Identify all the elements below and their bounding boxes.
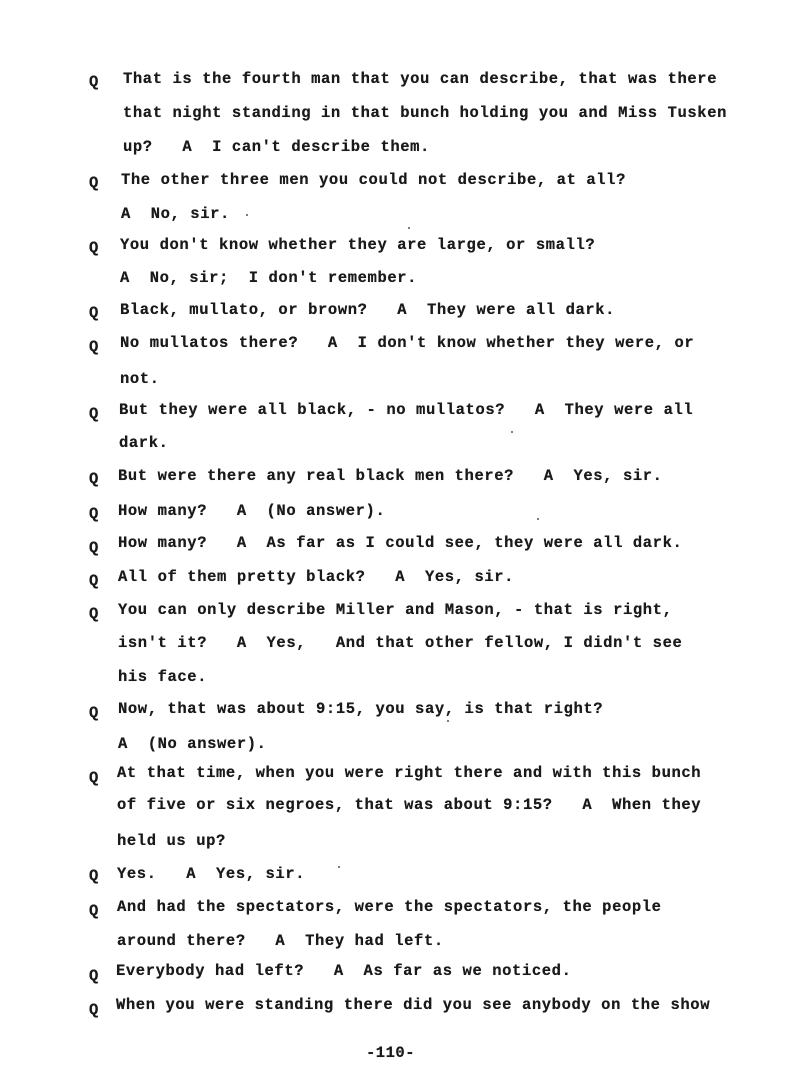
question-line: And had the spectators, were the spectators, the people <box>117 898 662 916</box>
scan-speck <box>246 214 248 216</box>
answer-line: held us up? <box>117 832 226 850</box>
page-number: -110- <box>366 1044 416 1062</box>
question-marker: Q <box>89 605 99 623</box>
question-marker: Q <box>89 73 99 91</box>
answer-line: A No, sir; I don't remember. <box>120 269 418 287</box>
question-marker: Q <box>89 338 99 356</box>
question-marker: Q <box>89 304 99 322</box>
question-line: that night standing in that bunch holding you and Miss Tusken <box>123 104 727 122</box>
question-line: of five or six negroes, that was about 9:15? A When they <box>117 796 702 814</box>
question-line: No mullatos there? A I don't know whether they were, or <box>120 334 695 352</box>
question-marker: Q <box>89 405 99 423</box>
scan-speck <box>408 227 410 229</box>
question-line: You don't know whether they are large, or small? <box>120 236 596 254</box>
question-marker: Q <box>89 967 99 985</box>
question-marker: Q <box>89 470 99 488</box>
question-marker: Q <box>89 769 99 787</box>
scan-speck <box>447 720 449 722</box>
scan-speck <box>338 866 340 868</box>
question-line: But they were all black, - no mullatos? A They were all <box>119 401 694 419</box>
question-line: How many? A As far as I could see, they were all dark. <box>118 534 683 552</box>
question-line: How many? A (No answer). <box>118 502 386 520</box>
question-line: Now, that was about 9:15, you say, is that right? <box>118 700 604 718</box>
question-marker: Q <box>89 539 99 557</box>
question-line: You can only describe Miller and Mason, - that is right, <box>118 601 673 619</box>
question-marker: Q <box>89 902 99 920</box>
question-line: When you were standing there did you see anybody on the show <box>116 996 711 1014</box>
answer-line: A No, sir. <box>121 205 230 223</box>
answer-line: around there? A They had left. <box>117 932 444 950</box>
question-marker: Q <box>89 174 99 192</box>
question-marker: Q <box>89 704 99 722</box>
question-line: up? A I can't describe them. <box>123 138 430 156</box>
answer-line: A (No answer). <box>118 735 267 753</box>
question-line: All of them pretty black? A Yes, sir. <box>118 568 515 586</box>
scan-speck <box>511 431 513 433</box>
question-marker: Q <box>89 1001 99 1019</box>
question-line: That is the fourth man that you can describe, that was there <box>123 70 718 88</box>
question-line: Black, mullato, or brown? A They were all dark. <box>120 301 616 319</box>
answer-line: dark. <box>119 434 169 452</box>
question-line: Yes. A Yes, sir. <box>117 865 306 883</box>
question-line: Everybody had left? A As far as we noticed. <box>116 962 572 980</box>
question-line: At that time, when you were right there and with this bunch <box>117 764 702 782</box>
answer-line: isn't it? A Yes, And that other fellow, I didn't see <box>118 634 683 652</box>
question-line: The other three men you could not describe, at all? <box>121 171 626 189</box>
question-marker: Q <box>89 505 99 523</box>
answer-line: his face. <box>118 668 208 686</box>
answer-line: not. <box>120 370 160 388</box>
question-marker: Q <box>89 867 99 885</box>
question-marker: Q <box>89 239 99 257</box>
question-line: But were there any real black men there? A Yes, sir. <box>118 467 663 485</box>
scan-speck <box>537 518 539 520</box>
question-marker: Q <box>89 572 99 590</box>
